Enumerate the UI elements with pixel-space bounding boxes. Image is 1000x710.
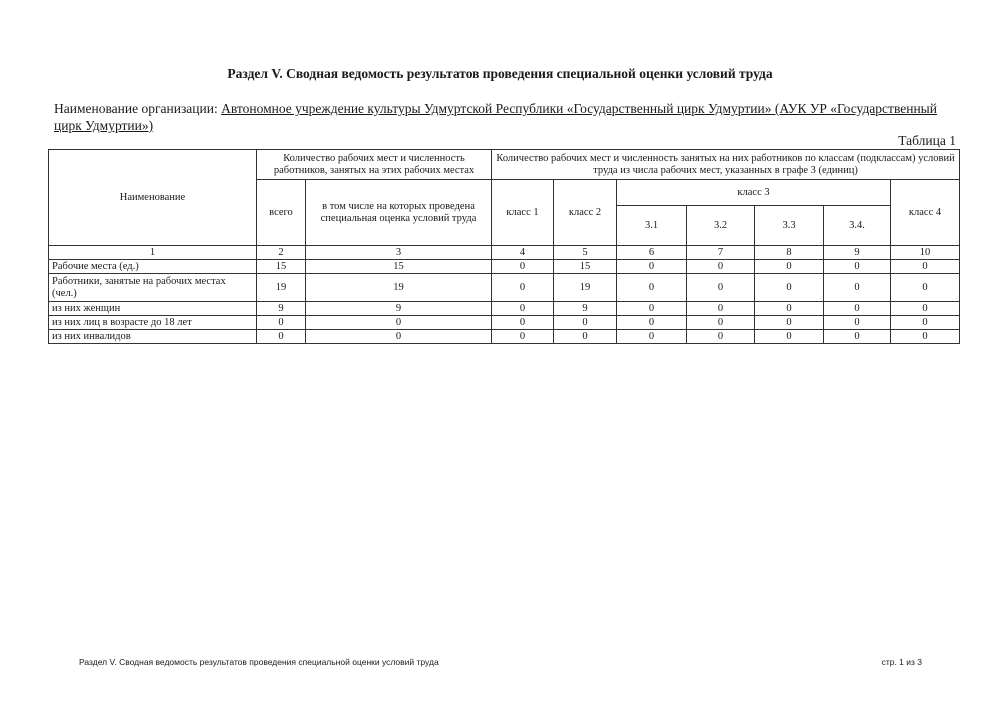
table-cell: 0	[891, 260, 960, 274]
table-cell: 0	[257, 316, 306, 330]
table-cell: 0	[755, 260, 824, 274]
column-number: 1	[49, 246, 257, 260]
column-number: 4	[492, 246, 554, 260]
table-cell: 0	[824, 260, 891, 274]
table-cell: 0	[617, 330, 687, 344]
table-cell: 0	[755, 316, 824, 330]
header-name: Наименование	[49, 150, 257, 246]
table-cell: 0	[824, 302, 891, 316]
table-cell: 0	[687, 260, 755, 274]
table-cell: 0	[492, 302, 554, 316]
table-cell: 0	[755, 302, 824, 316]
table-cell: 0	[687, 274, 755, 302]
table-cell: 15	[257, 260, 306, 274]
table-cell: 0	[891, 330, 960, 344]
table-cell: 0	[687, 330, 755, 344]
header-class2: класс 2	[554, 180, 617, 246]
table-cell: 0	[824, 274, 891, 302]
header-classes-group: Количество рабочих мест и численность занятых на них работников по классам (подклассам) условий труда из числа рабочих мест, указанных в графе 3 (единиц)	[492, 150, 960, 180]
table-row-workers	[49, 274, 960, 302]
row-label: Рабочие места (ед.)	[49, 260, 257, 274]
column-number: 3	[306, 246, 492, 260]
table-cell: 15	[554, 260, 617, 274]
table-cell: 0	[891, 274, 960, 302]
table-cell: 0	[554, 316, 617, 330]
table-cell: 0	[492, 260, 554, 274]
row-label: из них инвалидов	[49, 330, 257, 344]
table-cell: 0	[306, 330, 492, 344]
column-number: 5	[554, 246, 617, 260]
table-cell: 0	[306, 316, 492, 330]
table-cell: 0	[755, 274, 824, 302]
footer-section-title: Раздел V. Сводная ведомость результатов проведения специальной оценки условий труда	[79, 657, 439, 667]
column-number: 9	[824, 246, 891, 260]
table-number: Таблица 1	[898, 133, 956, 148]
table-cell: 0	[891, 302, 960, 316]
table-cell: 0	[687, 302, 755, 316]
header-total: всего	[257, 180, 306, 246]
table-cell: 19	[257, 274, 306, 302]
column-number: 10	[891, 246, 960, 260]
table-row-workplaces	[49, 260, 960, 274]
header-workplaces-group: Количество рабочих мест и численность работников, занятых на этих рабочих местах	[257, 150, 492, 180]
column-number: 2	[257, 246, 306, 260]
table-cell: 0	[554, 330, 617, 344]
column-number: 7	[687, 246, 755, 260]
header-class4: класс 4	[891, 180, 960, 246]
table-cell: 0	[824, 330, 891, 344]
row-label: из них женщин	[49, 302, 257, 316]
table-cell: 0	[617, 274, 687, 302]
row-label: из них лиц в возрасте до 18 лет	[49, 316, 257, 330]
column-number: 8	[755, 246, 824, 260]
table-cell: 0	[617, 302, 687, 316]
organization-line	[54, 100, 959, 134]
header-class1: класс 1	[492, 180, 554, 246]
header-class3-2: 3.2	[687, 206, 755, 246]
table-cell: 19	[554, 274, 617, 302]
organization-label: Наименование организации:	[54, 101, 218, 116]
page-title: Раздел V. Сводная ведомость результатов проведения специальной оценки условий труда	[227, 66, 773, 81]
table-cell: 15	[306, 260, 492, 274]
table-cell: 0	[755, 330, 824, 344]
table-cell: 9	[306, 302, 492, 316]
table-cell: 0	[492, 274, 554, 302]
table-cell: 0	[257, 330, 306, 344]
table-cell: 0	[687, 316, 755, 330]
header-class3-4: 3.4.	[824, 206, 891, 246]
table-cell: 9	[257, 302, 306, 316]
table-cell: 9	[554, 302, 617, 316]
column-numbers-row	[49, 246, 960, 260]
table-cell: 0	[617, 316, 687, 330]
row-label: Работники, занятые на рабочих местах (чел.)	[49, 274, 257, 302]
header-class3-1: 3.1	[617, 206, 687, 246]
table-cell: 19	[306, 274, 492, 302]
header-assessed: в том числе на которых проведена специальная оценка условий труда	[306, 180, 492, 246]
organization-name: Автономное учреждение культуры Удмуртской Республики «Государственный цирк Удмуртии» (АУК УР «Государственный цирк Удмуртии»)	[54, 101, 937, 133]
table-cell: 0	[492, 316, 554, 330]
table-cell: 0	[824, 316, 891, 330]
column-number: 6	[617, 246, 687, 260]
table-cell: 0	[617, 260, 687, 274]
table-row-disabled	[49, 330, 960, 344]
table-cell: 0	[891, 316, 960, 330]
table-cell: 0	[492, 330, 554, 344]
header-class3-3: 3.3	[755, 206, 824, 246]
table-row-minors	[49, 316, 960, 330]
header-class3: класс 3	[617, 180, 891, 206]
summary-table	[48, 149, 960, 344]
footer-page-number: стр. 1 из 3	[881, 657, 922, 667]
table-row-women	[49, 302, 960, 316]
